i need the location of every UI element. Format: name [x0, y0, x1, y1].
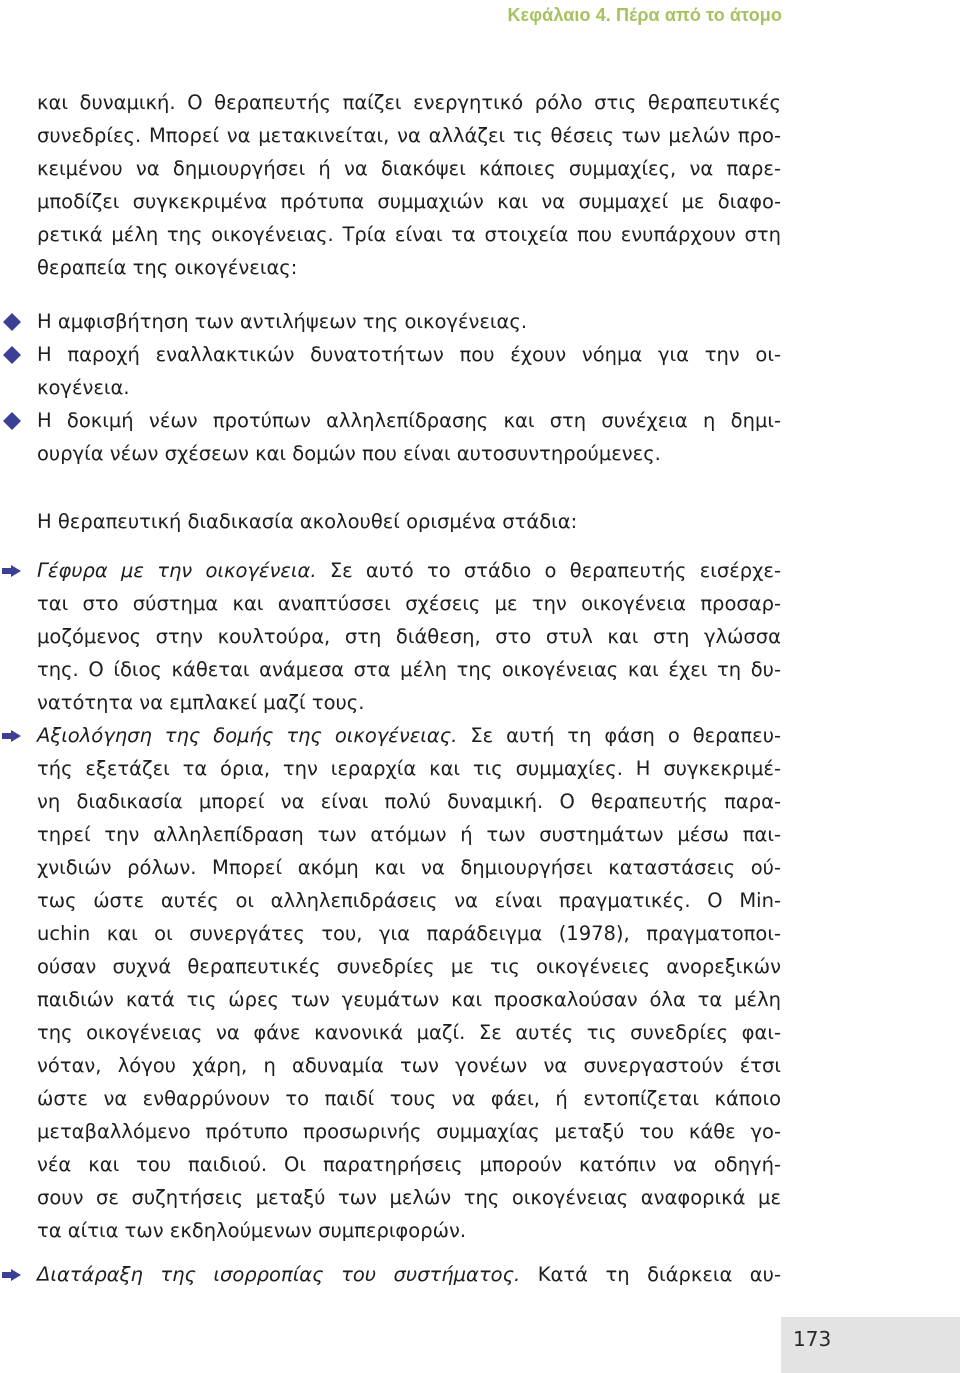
bullet-line: κογένεια. [37, 376, 130, 399]
text-line: συνεδρίες. Μπορεί να μετακινείται, να αλλάζει τις θέσεις των μελών προ- [37, 124, 781, 147]
stage-line: της οικογένειας να φάνε κανονικά μαζί. Σε αυτές τις συνεδρίες φαι- [37, 1021, 781, 1044]
bullet-line: ουργία νέων σχέσεων και δομών που είναι αυτοσυντηρούμενες. [37, 442, 661, 465]
stage-title: Γέφυρα με την οικογένεια. [37, 559, 317, 582]
page-number: 173 [793, 1327, 832, 1351]
stage-line: ται στο σύστημα και αναπτύσσει σχέσεις με την οικογένεια προσαρ- [37, 592, 781, 615]
stage-line: Γέφυρα με την οικογένεια. Σε αυτό το στάδιο ο θεραπευτής εισέρχε- [37, 559, 781, 582]
stage-line: μοζόμενος στην κουλτούρα, στη διάθεση, στο στυλ και στη γλώσσα [37, 625, 781, 648]
stage-line: νη διαδικασία μπορεί να είναι πολύ δυναμική. Ο θεραπευτής παρα- [37, 790, 781, 813]
bullet-line: Η δοκιμή νέων προτύπων αλληλεπίδρασης και στη συνέχεια η δημι- [37, 409, 781, 432]
stage-line: Διατάραξη της ισορροπίας του συστήματος. Κατά τη διάρκεια αυ- [37, 1263, 781, 1286]
stage-line: ούσαν συχνά θεραπευτικές συνεδρίες με τις οικογένειες ανορεξικών [37, 955, 781, 978]
text-line: ρετικά μέλη της οικογένειας. Τρία είναι τα στοιχεία που ενυπάρχουν στη [37, 223, 781, 246]
stage-line: νόταν, λόγου χάρη, η αδυναμία των γονέων να συνεργαστούν έτσι [37, 1054, 781, 1077]
text-line: κειμένου να δημιουργήσει ή να διακόψει κάποιες συμμαχίες, να παρε- [37, 157, 781, 180]
stage-line: νατότητα να εμπλακεί μαζί τους. [37, 691, 365, 714]
stages-intro: Η θεραπευτική διαδικασία ακολουθεί ορισμένα στάδια: [37, 510, 578, 533]
stage-line: τής εξετάζει τα όρια, την ιεραρχία και τις συμμαχίες. Η συγκεκριμέ- [37, 757, 781, 780]
stage-line: τα αίτια των εκδηλούμενων συμπεριφορών. [37, 1219, 467, 1242]
text-line: μποδίζει συγκεκριμένα πρότυπα συμμαχιών και να συμμαχεί με διαφο- [37, 190, 781, 213]
stage-line: νέα και του παιδιού. Οι παρατηρήσεις μπορούν κατόπιν να οδηγή- [37, 1153, 781, 1176]
chapter-header: Κεφάλαιο 4. Πέρα από το άτομο [507, 5, 782, 25]
stage-line: τως ώστε αυτές οι αλληλεπιδράσεις να είναι πραγματικές. Ο Min- [37, 889, 781, 912]
stage-line: μεταβαλλόμενο πρότυπο προσωρινής συμμαχίας μεταξύ του κάθε γο- [37, 1120, 781, 1143]
stage-line: τηρεί την αλληλεπίδραση των ατόμων ή των συστημάτων μέσω παι- [37, 823, 781, 846]
bullet-line: Η παροχή εναλλακτικών δυνατοτήτων που έχουν νόημα για την οι- [37, 343, 781, 366]
stage-line: της. Ο ίδιος κάθεται ανάμεσα στα μέλη της οικογένειας και έχει τη δυ- [37, 658, 781, 681]
stage-line: παιδιών κατά τις ώρες των γευμάτων και προσκαλούσαν όλα τα μέλη [37, 988, 781, 1011]
stage-line: Αξιολόγηση της δομής της οικογένειας. Σε αυτή τη φάση ο θεραπευ- [37, 724, 782, 747]
stage-title: Αξιολόγηση της δομής της οικογένειας. [37, 724, 458, 747]
stage-line: uchin και οι συνεργάτες του, για παράδειγμα (1978), πραγματοποι- [37, 922, 781, 945]
stage-title: Διατάραξη της ισορροπίας του συστήματος. [37, 1263, 521, 1286]
text-line: θεραπεία της οικογένειας: [37, 256, 298, 279]
stage-line: ώστε να ενθαρρύνουν το παιδί τους να φάει, ή εντοπίζεται κάποιο [37, 1087, 781, 1110]
text-line: και δυναμική. Ο θεραπευτής παίζει ενεργητικό ρόλο στις θεραπευτικές [37, 91, 781, 114]
bullet-line: Η αμφισβήτηση των αντιλήψεων της οικογένειας. [37, 310, 528, 333]
stage-line: σουν σε συζητήσεις μεταξύ των μελών της οικογένειας αναφορικά με [37, 1186, 781, 1209]
stage-line: χνιδιών ρόλων. Μπορεί ακόμη και να δημιουργήσει καταστάσεις ού- [37, 856, 781, 879]
